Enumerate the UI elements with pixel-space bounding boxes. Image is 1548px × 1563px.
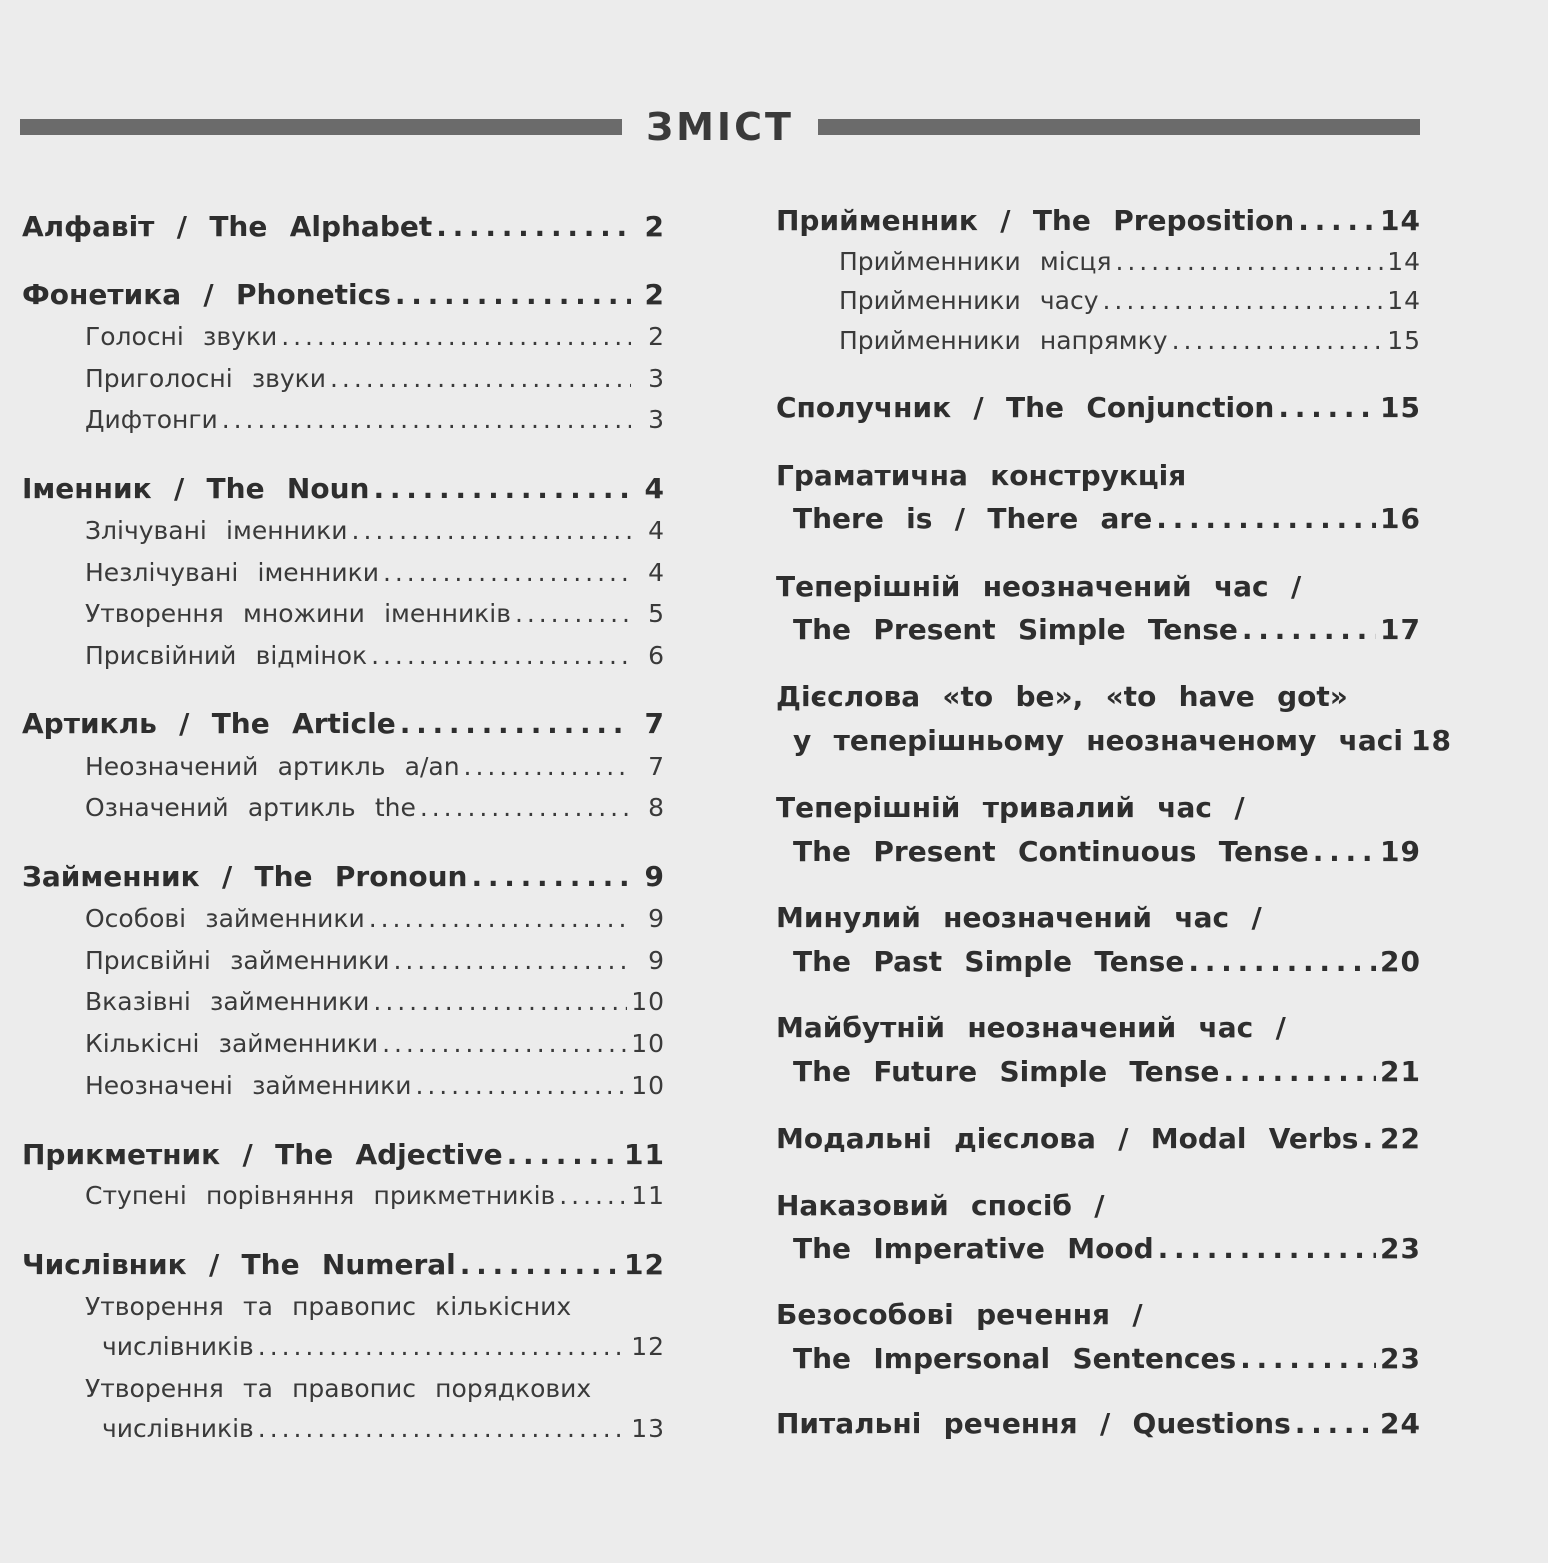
toc-entry-label: Кількісні займенники (85, 1029, 379, 1058)
toc-entry[interactable] (776, 1407, 1421, 1440)
leader-dots (382, 1029, 627, 1058)
header-rule-left (20, 119, 622, 135)
leader-dots (515, 599, 631, 628)
toc-entry-label: Алфавіт / The Alphabet (22, 210, 433, 243)
toc-entry-label: The Imperative Mood (793, 1232, 1154, 1265)
toc-subentry[interactable] (22, 1414, 665, 1443)
page-title: ЗМІСТ (646, 105, 794, 149)
toc-entry-page: 4 (644, 472, 665, 505)
toc-entry[interactable] (776, 391, 1421, 424)
leader-dots (420, 793, 631, 822)
leader-dots (436, 210, 631, 243)
leader-dots (460, 1248, 620, 1281)
toc-subentry[interactable] (776, 326, 1421, 355)
toc-entry-page: 11 (631, 1181, 665, 1210)
toc-entry-label: Прийменник / The Preposition (776, 204, 1295, 237)
toc-entry[interactable] (776, 1122, 1421, 1155)
toc-entry-page: 20 (1380, 945, 1421, 978)
leader-dots (464, 752, 631, 781)
toc-entry-page: 4 (648, 516, 665, 545)
toc-entry-label: Ступені порівняння прикметників (85, 1181, 556, 1210)
toc-entry-page: 24 (1380, 1407, 1421, 1440)
toc-entry-page: 3 (648, 405, 665, 434)
toc-subentry[interactable] (22, 987, 665, 1016)
toc-entry[interactable] (22, 860, 665, 893)
toc-subentry[interactable] (22, 1029, 665, 1058)
toc-entry-page: 9 (648, 946, 665, 975)
toc-entry[interactable] (22, 1138, 665, 1171)
toc-entry-page: 23 (1380, 1232, 1421, 1265)
toc-entry[interactable] (22, 707, 665, 740)
toc-entry-label: Прийменники місця (839, 247, 1112, 276)
toc-entry-line1: Дієслова «to be», «to have got» (776, 680, 1348, 713)
leader-dots (352, 516, 631, 545)
toc-entry-page: 9 (648, 904, 665, 933)
toc-subentry[interactable] (22, 516, 665, 545)
leader-dots (1298, 204, 1376, 237)
toc-entry[interactable] (776, 945, 1421, 978)
toc-entry-line1: Безособові речення / (776, 1298, 1143, 1331)
toc-entry-page: 9 (644, 860, 665, 893)
toc-subentry[interactable] (22, 558, 665, 587)
toc-entry-label: Утворення множини іменників (85, 599, 511, 628)
toc-subentry[interactable] (22, 322, 665, 351)
leader-dots (507, 1138, 620, 1171)
toc-entry-page: 7 (644, 707, 665, 740)
toc-entry[interactable] (776, 204, 1421, 237)
toc-entry[interactable] (776, 724, 1452, 757)
leader-dots (393, 946, 631, 975)
leader-dots (1116, 247, 1384, 276)
leader-dots (1242, 613, 1376, 646)
toc-entry[interactable] (776, 1342, 1421, 1375)
toc-subentry[interactable] (776, 247, 1421, 276)
toc-entry-label: There is / There are (793, 502, 1153, 535)
toc-entry-page: 5 (648, 599, 665, 628)
toc-entry-page: 10 (631, 1029, 665, 1058)
toc-entry-label: The Present Simple Tense (793, 613, 1238, 646)
leader-dots (369, 904, 631, 933)
toc-entry-page: 13 (631, 1414, 665, 1443)
leader-dots (400, 707, 631, 740)
toc-entry-page: 14 (1387, 286, 1421, 315)
leader-dots (1295, 1407, 1376, 1440)
toc-entry-page: 8 (648, 793, 665, 822)
toc-entry-page: 19 (1380, 835, 1421, 868)
toc-subentry[interactable] (22, 752, 665, 781)
leader-dots (222, 405, 631, 434)
toc-entry-label: Злічувані іменники (85, 516, 348, 545)
toc-entry-label: Присвійні займенники (85, 946, 390, 975)
toc-entry-page: 18 (1410, 724, 1452, 757)
toc-entry-label: Прикметник / The Adjective (22, 1138, 503, 1171)
toc-entry-line1: Минулий неозначений час / (776, 901, 1262, 934)
toc-entry-label: Вказівні займенники (85, 987, 370, 1016)
toc-entry-label: Дифтонги (85, 405, 218, 434)
toc-subentry[interactable] (22, 405, 665, 434)
leader-dots (373, 472, 631, 505)
toc-subentry[interactable] (22, 904, 665, 933)
leader-dots (1362, 1122, 1376, 1155)
toc-entry-label: Неозначений артикль a/an (85, 752, 460, 781)
toc-subentry[interactable] (22, 599, 665, 628)
toc-entry-page: 14 (1387, 247, 1421, 276)
leader-dots (1313, 835, 1376, 868)
toc-entry-label: The Present Continuous Tense (793, 835, 1309, 868)
toc-entry-label: числівників (102, 1332, 254, 1361)
leader-dots (1156, 502, 1376, 535)
toc-entry[interactable] (22, 278, 665, 311)
toc-entry-page: 6 (648, 641, 665, 670)
toc-entry-page: 10 (631, 987, 665, 1016)
toc-entry-line1: Майбутній неозначений час / (776, 1011, 1286, 1044)
header-rule-right (818, 119, 1420, 135)
leader-dots (373, 987, 627, 1016)
leader-dots (1103, 286, 1384, 315)
toc-entry-page: 3 (648, 364, 665, 393)
toc-subentry[interactable] (22, 641, 665, 670)
toc-entry-label: Фонетика / Phonetics (22, 278, 391, 311)
toc-entry[interactable] (22, 210, 665, 243)
toc-entry-line1: Теперішній тривалий час / (776, 791, 1245, 824)
leader-dots (281, 322, 631, 351)
toc-entry-line1: Наказовий спосіб / (776, 1189, 1105, 1222)
leader-dots (395, 278, 631, 311)
leader-dots (1223, 1055, 1376, 1088)
leader-dots (258, 1414, 627, 1443)
toc-entry-line1: Теперішній неозначений час / (776, 570, 1302, 603)
toc-entry-label: Займенник / The Pronoun (22, 860, 468, 893)
toc-entry-line1: Граматична конструкція (776, 459, 1187, 492)
toc-entry[interactable] (22, 472, 665, 505)
toc-subentry[interactable] (776, 286, 1421, 315)
toc-entry-page: 21 (1380, 1055, 1421, 1088)
toc-entry-label: Модальні дієслова / Modal Verbs (776, 1122, 1359, 1155)
toc-entry-label: Означений артикль the (85, 793, 416, 822)
toc-entry-label: Присвійний відмінок (85, 641, 368, 670)
toc-entry-page: 2 (648, 322, 665, 351)
page-header (20, 100, 1420, 154)
toc-entry[interactable] (776, 1232, 1421, 1265)
toc-entry-page: 10 (631, 1071, 665, 1100)
toc-subentry[interactable] (22, 364, 665, 393)
toc-subentry-line1: Утворення та правопис порядкових (85, 1374, 592, 1403)
toc-entry-label: The Impersonal Sentences (793, 1342, 1237, 1375)
toc-entry-page: 16 (1380, 502, 1421, 535)
toc-entry-label: Числівник / The Numeral (22, 1248, 456, 1281)
toc-entry-label: Прийменники напрямку (839, 326, 1168, 355)
leader-dots (1240, 1342, 1376, 1375)
leader-dots (258, 1332, 627, 1361)
toc-entry-label: Незлічувані іменники (85, 558, 379, 587)
leader-dots (1158, 1232, 1376, 1265)
toc-entry-page: 11 (624, 1138, 665, 1171)
toc-entry-label: Особові займенники (85, 904, 365, 933)
leader-dots (415, 1071, 627, 1100)
toc-entry[interactable] (776, 835, 1421, 868)
toc-entry-label: Приголосні звуки (85, 364, 327, 393)
toc-subentry[interactable] (22, 1071, 665, 1100)
toc-entry-label: у теперішньому неозначеному часі (793, 724, 1403, 757)
leader-dots (1278, 391, 1376, 424)
toc-entry-label: Питальні речення / Questions (776, 1407, 1291, 1440)
toc-entry-page: 12 (624, 1248, 665, 1281)
toc-entry-page: 23 (1380, 1342, 1421, 1375)
toc-entry-page: 22 (1380, 1122, 1421, 1155)
toc-entry-label: Сполучник / The Conjunction (776, 391, 1275, 424)
toc-entry-page: 12 (631, 1332, 665, 1361)
toc-subentry[interactable] (22, 1181, 665, 1210)
toc-subentry[interactable] (22, 1332, 665, 1361)
toc-entry[interactable] (776, 1055, 1421, 1088)
toc-entry-page: 7 (648, 752, 665, 781)
toc-entry-label: числівників (102, 1414, 254, 1443)
toc-entry-page: 2 (644, 210, 665, 243)
toc-entry-page: 17 (1380, 613, 1421, 646)
toc-entry[interactable] (776, 613, 1421, 646)
leader-dots (472, 860, 632, 893)
toc-entry-page: 2 (644, 278, 665, 311)
toc-entry-label: Голосні звуки (85, 322, 278, 351)
leader-dots (330, 364, 631, 393)
toc-subentry[interactable] (22, 946, 665, 975)
toc-entry-label: Прийменники часу (839, 286, 1099, 315)
toc-entry[interactable] (776, 502, 1421, 535)
toc-subentry[interactable] (22, 793, 665, 822)
toc-entry[interactable] (22, 1248, 665, 1281)
toc-entry-page: 14 (1380, 204, 1421, 237)
toc-entry-label: Артикль / The Article (22, 707, 396, 740)
toc-entry-label: Неозначені займенники (85, 1071, 412, 1100)
toc-entry-label: The Past Simple Tense (793, 945, 1185, 978)
leader-dots (383, 558, 631, 587)
toc-entry-label: Іменник / The Noun (22, 472, 370, 505)
leader-dots (1188, 945, 1376, 978)
leader-dots (1172, 326, 1384, 355)
toc-entry-label: The Future Simple Tense (793, 1055, 1220, 1088)
toc-entry-page: 4 (648, 558, 665, 587)
toc-subentry-line1: Утворення та правопис кількісних (85, 1292, 572, 1321)
toc-entry-page: 15 (1380, 391, 1421, 424)
leader-dots (371, 641, 631, 670)
leader-dots (559, 1181, 627, 1210)
toc-entry-page: 15 (1387, 326, 1421, 355)
